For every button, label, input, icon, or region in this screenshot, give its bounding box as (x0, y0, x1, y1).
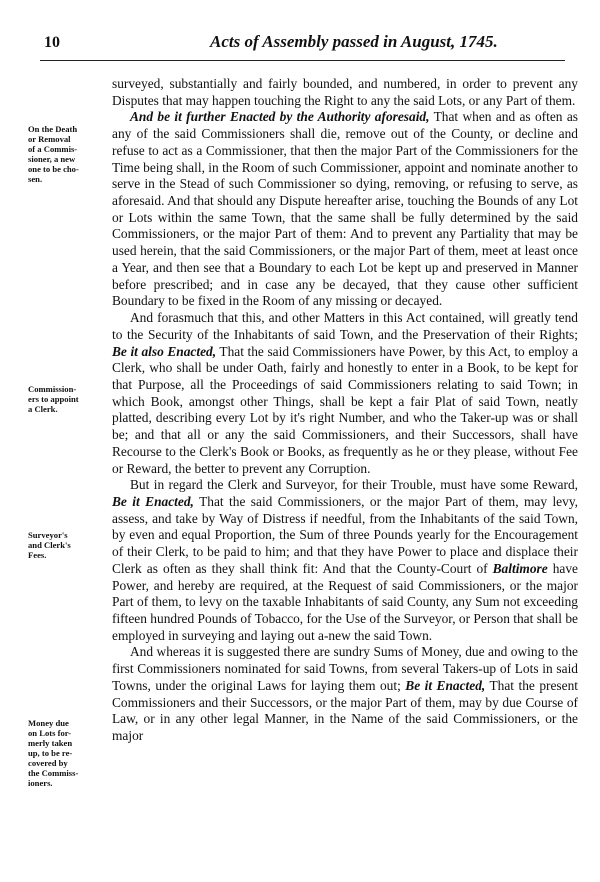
margin-note-line: up, to be re- (28, 748, 73, 758)
enacting-clause: Be it Enacted, (405, 677, 486, 693)
margin-note-line: ioners. (28, 778, 53, 788)
margin-note-fees (28, 530, 104, 560)
text-segment: have Power, and hereby are required, at the Request of said Commissioners, or the major Part of them, to levy on the taxable Inhabitants of said County, any Sum not exceeding fifteen hundred Pounds of Tobacco, for the Use of the Surveyor, or Person that shall be employed in surveying and laying out a-new the said Town. (112, 560, 578, 643)
body-text (112, 76, 578, 745)
margin-note-line: on Lots for- (28, 728, 72, 738)
margin-note-line: the Commiss- (28, 768, 79, 778)
margin-note-line: of a Commis- (28, 144, 78, 154)
margin-note-line: merly taken (28, 738, 73, 748)
text-segment: That the said Commissioners have Power, by this Act, to employ a Clerk, who shall be under Oath, fairly and honestly to enter in a Book, to be kept for that Purpose, all the Proceedings of said Commissioners relating to said Town; in which Book, amongst other Things, shall be kept a fair Plat of said Town, neatly platted, describing every Lot by it's right Number, and who the Taker-up was or shall be; and that all or any the said Commissioners, and their Successors, shall have Recourse to the Clerk's Book or Books, as frequently as he or they please, without Fee or Reward, the better to prevent any Corruption. (112, 343, 578, 476)
margin-note-line: one to be cho- (28, 164, 79, 174)
margin-note-line: covered by (28, 758, 68, 768)
paragraph-money-due (112, 644, 578, 744)
enacting-clause: And be it further Enacted by the Authority aforesaid, (130, 109, 430, 125)
page-number: 10 (44, 34, 60, 51)
paragraph-clerk (112, 310, 578, 477)
margin-note-line: or Removal (28, 134, 71, 144)
text-segment: That the present Commissioners and their Successors, or the major Part of them, may by due Course of Law, or in any other legal Manner, in the Name of the said Commissioners, or the major (112, 677, 578, 744)
text-segment: But in regard the Clerk and Surveyor, for their Trouble, must have some Reward, (130, 477, 578, 493)
margin-note-line: sioner, a new (28, 154, 76, 164)
paragraph-fees (112, 477, 578, 644)
margin-note-line: Commission- (28, 384, 77, 394)
page-header (0, 30, 600, 58)
margin-note-line: On the Death (28, 124, 78, 134)
paragraph-continuation (112, 76, 578, 109)
text-segment: That the said Commissioners, or the major Part of them, may levy, assess, and take by Way of Distress if needful, from the Inhabitants of the said Town, by even and equal Proportion, the Sum of three Pounds yearly for the Encouragement of their Clerk, to be paid to him; and that they have Power to place and displace their Clerk as often as they shall think fit: And that the County-Court of (112, 493, 578, 576)
text-segment: And forasmuch that this, and other Matters in this Act contained, will greatly tend to the Security of the Inhabitants of said Town, and the Preservation of their Rights; (112, 310, 578, 342)
text-segment: surveyed, substantially and fairly bounded, and numbered, in order to prevent any Disputes that may happen touching the Right to any the said Lots, or any Part of them. (112, 76, 578, 108)
margin-note-line: Surveyor's (28, 530, 68, 540)
margin-note-death-removal (28, 124, 104, 184)
margin-note-line: a Clerk. (28, 404, 58, 414)
paragraph-commissioner-replacement (112, 109, 578, 310)
text-segment: And whereas it is suggested there are sundry Sums of Money, due and owing to the first Commissioners nominated for said Towns, from several Takers-up of Lots in said Towns, under the original Laws for laying them out; (112, 644, 578, 693)
margin-note-line: Money due (28, 718, 69, 728)
margin-note-line: ers to appoint (28, 394, 79, 404)
enacting-clause: Be it Enacted, (112, 493, 194, 509)
margin-note-line: and Clerk's (28, 540, 71, 550)
enacting-clause: Be it also Enacted, (112, 343, 217, 359)
text-segment: That when and as often as any of the said Commissioners shall die, remove out of the County, or decline and refuse to act as a Commissioner, that then the major Part of the Commissioners for the Time being shall, in the Room of such Commissioner, appoint and nominate another to serve in the Stead of such Commissioner so dying, removing, or refusing to serve, as aforesaid. And that should any Dispute hereafter arise, touching the Bounds of any Lot or Lots within the same Town, that the same shall be fully determined by the said Commissioners, or the major Part of them: And to prevent any Partiality that may be used herein, that the said Commissioners, or the major Part of them, meet at least once a Year, and then see that a Boundary to each Lot be kept up and preserved in Manner before prescribed; and in case any be decayed, that they cause other sufficient Boundary to be fixed in the Room of any missing or decayed. (112, 109, 579, 309)
margin-note-money-due (28, 718, 104, 788)
margin-note-line: Fees. (28, 550, 47, 560)
margin-note-clerk (28, 384, 104, 414)
margin-note-line: sen. (28, 174, 43, 184)
running-head: Acts of Assembly passed in August, 1745. (210, 32, 498, 51)
place-name: Baltimore (492, 560, 548, 576)
header-rule (40, 60, 565, 61)
